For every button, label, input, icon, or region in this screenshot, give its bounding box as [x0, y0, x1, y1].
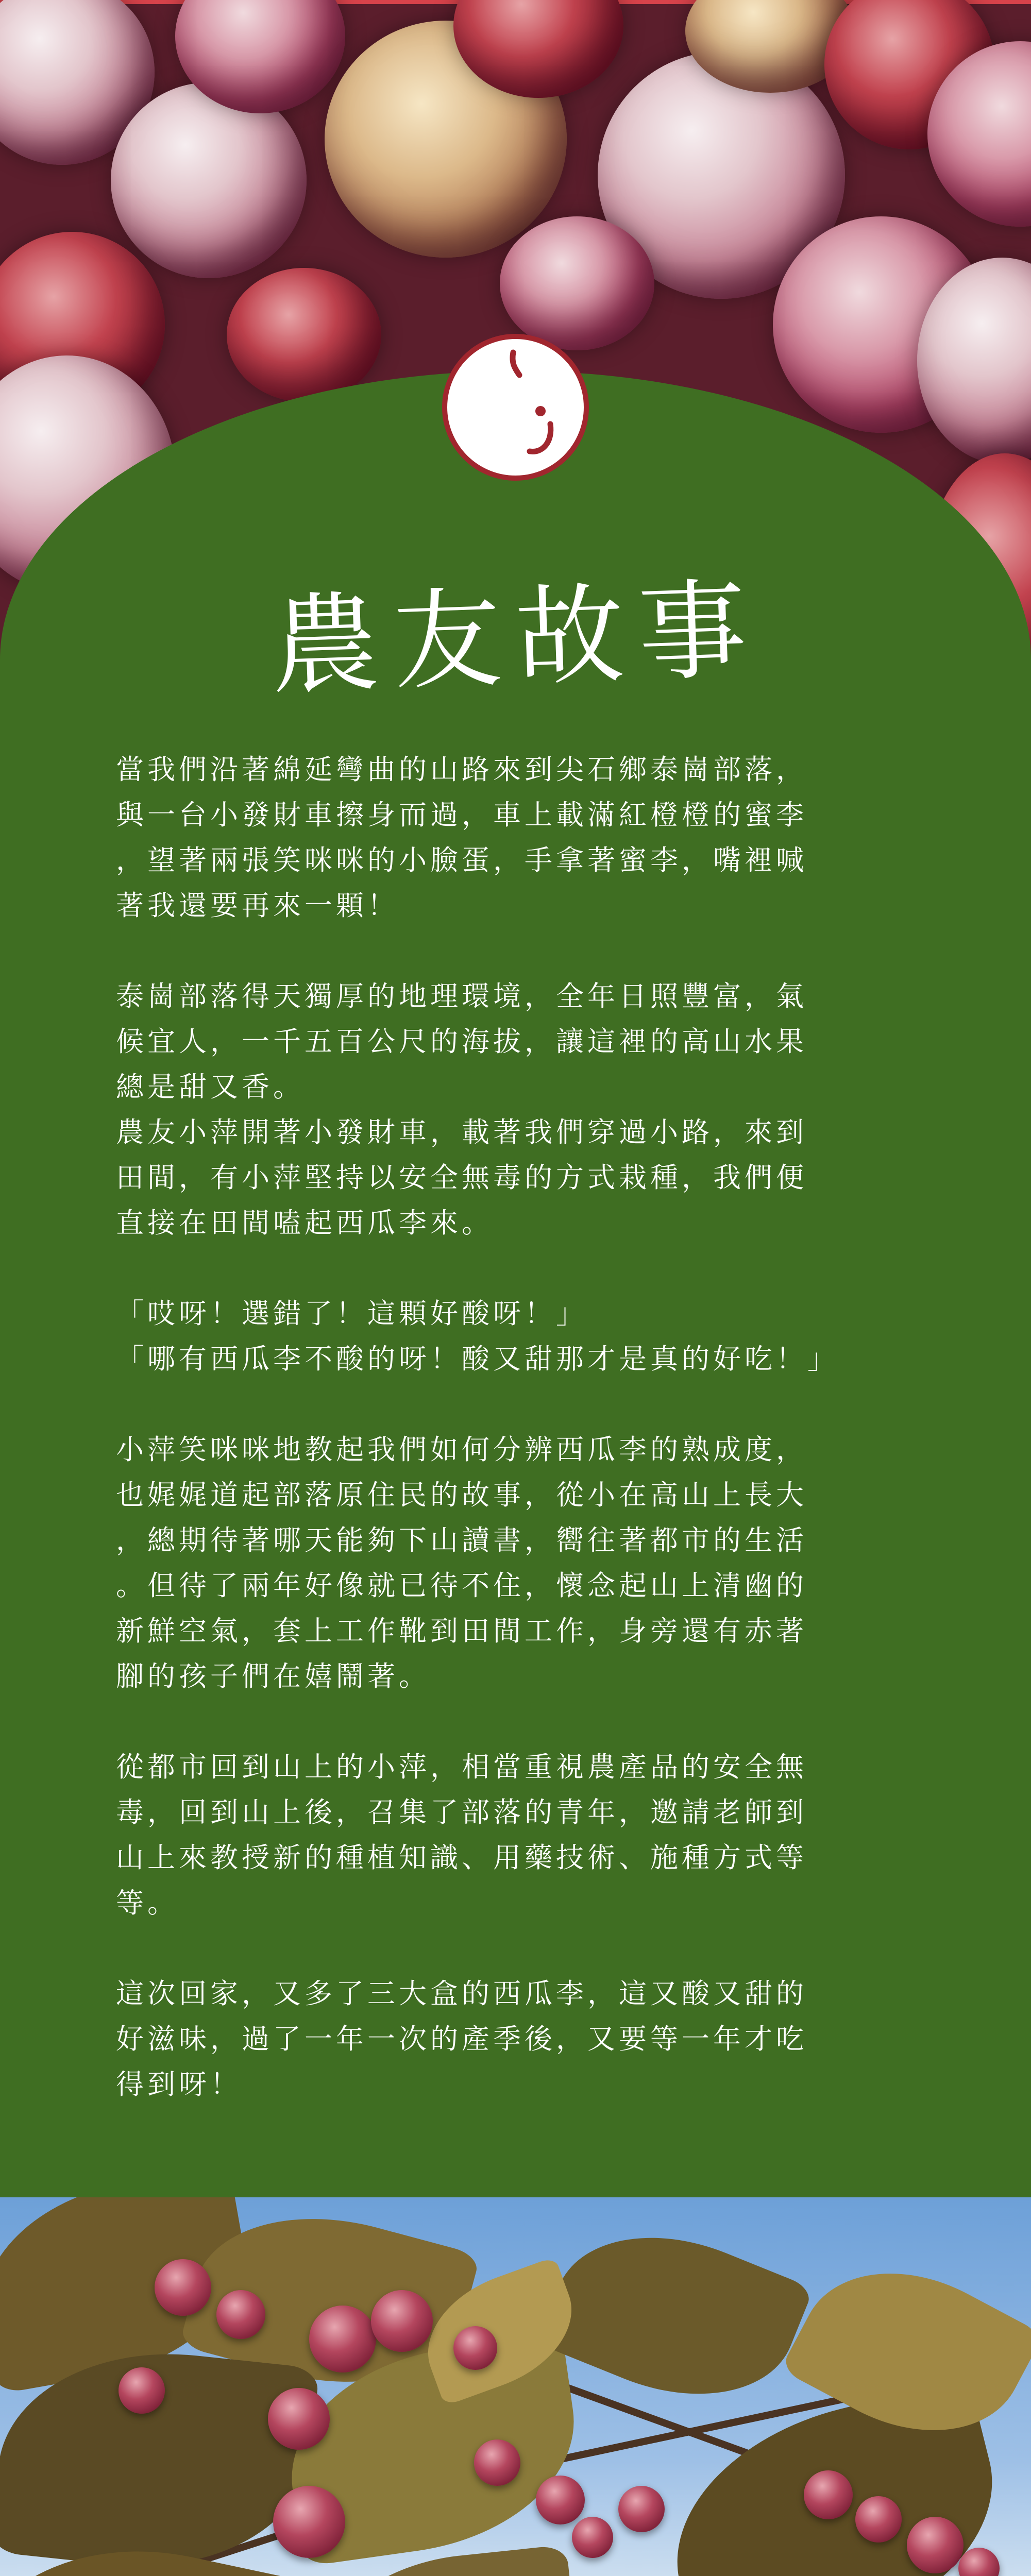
fruit — [309, 2306, 376, 2372]
story-dialogue: 「哎呀！選錯了！這顆好酸呀！」 「哪有西瓜李不酸的呀！酸又甜那才是真的好吃！」 — [116, 1297, 839, 1375]
fruit — [155, 2259, 211, 2316]
foliage — [536, 2200, 814, 2432]
page-title: 農友故事 — [268, 566, 764, 710]
fruit — [453, 2326, 497, 2370]
story-paragraph: 這次回家，又多了三大盒的西瓜李，這又酸又甜的 好滋味，過了一年一次的產季後，又要等一年才吃 得到呀！ — [116, 1977, 807, 2100]
story-text — [116, 747, 930, 2153]
fruit — [371, 2290, 433, 2352]
story-paragraph: 小萍笑咪咪地教起我們如何分辨西瓜李的熟成度， 也娓娓道起部落原住民的故事，從小在高山上長大 ，總期待著哪天能夠下山讀書，嚮往著都市的生活 。但待了兩年好像就已待不住，懷念起山上清幽的 新鮮空氣，套上工作靴到田間工作，身旁還有赤著 腳的孩子們在嬉鬧著。 — [116, 1433, 807, 1692]
fruit — [268, 2388, 330, 2450]
fruit — [119, 2367, 165, 2414]
fruit — [536, 2476, 585, 2524]
plum-image-part — [227, 268, 381, 402]
story-paragraph: 農友小萍開著小發財車，載著我們穿過小路，來到 田間，有小萍堅持以安全無毒的方式栽種，我們便 直接在田間嗑起西瓜李來。 — [116, 1116, 807, 1239]
story-paragraph: 當我們沿著綿延彎曲的山路來到尖石鄉泰崗部落， 與一台小發財車擦身而過，車上載滿紅橙橙的蜜李 ，望著兩張笑咪咪的小臉蛋，手拿著蜜李，嘴裡喊 著我還要再來一顆！ — [116, 753, 807, 922]
fruit — [855, 2496, 902, 2543]
fruit — [618, 2486, 665, 2532]
story-paragraph: 泰崗部落得天獨厚的地理環境，全年日照豐富，氣 候宜人，一千五百公尺的海拔，讓這裡的高山水果 總是甜又香。 — [116, 980, 807, 1103]
plum-image-part — [500, 216, 654, 350]
story-paragraph: 從都市回到山上的小萍，相當重視農產品的安全無 毒，回到山上後，召集了部落的青年，邀請老師到 山上來教授新的種植知識、用藥技術、施種方式等 等。 — [116, 1751, 807, 1919]
plum-image-part — [111, 82, 307, 278]
fruit — [907, 2517, 964, 2573]
fruit — [804, 2470, 853, 2519]
plum-tree-photo — [0, 2197, 1031, 2576]
fruit — [216, 2290, 265, 2339]
fruit — [273, 2486, 345, 2558]
fruit-face-logo-icon — [442, 334, 589, 481]
fruit — [474, 2439, 520, 2486]
fruit — [572, 2517, 613, 2558]
